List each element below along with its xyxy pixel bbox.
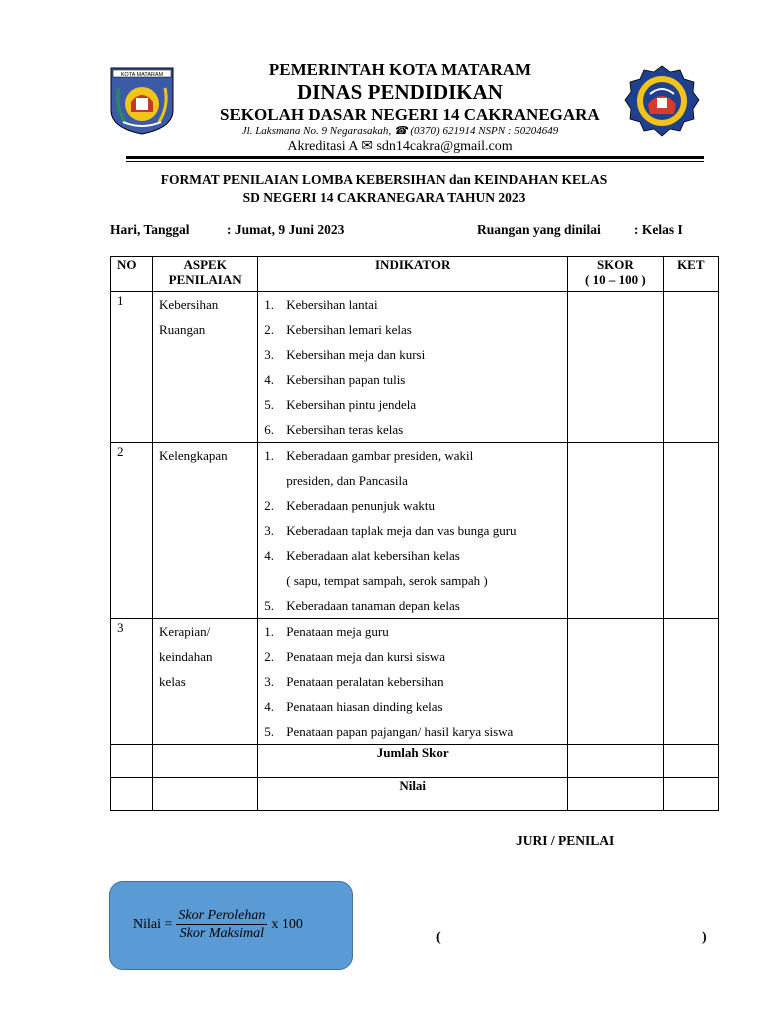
- formula-fraction: [176, 908, 267, 942]
- indicator-cell: [258, 292, 568, 443]
- table-row: [111, 292, 719, 443]
- table-row: [111, 619, 719, 745]
- formula-prefix: Nilai =: [133, 917, 173, 932]
- indicator-cell: [258, 443, 568, 619]
- juri-label: JURI / PENILAI: [516, 833, 615, 848]
- header-divider-thin: [126, 161, 704, 162]
- header-divider-thick: [126, 156, 704, 159]
- indicator-item: 1. Keberadaan gambar presiden, wakil: [264, 448, 474, 463]
- col-header-ket: KET: [663, 257, 718, 292]
- score-cell[interactable]: [568, 292, 663, 443]
- nilai-score-cell[interactable]: [568, 778, 663, 811]
- indicator-item: 4. Kebersihan papan tulis: [264, 372, 406, 387]
- note-cell[interactable]: [663, 443, 718, 619]
- room-label: Ruangan yang dinilai: [477, 222, 601, 237]
- col-header-no: NO: [111, 257, 153, 292]
- date-value: : Jumat, 9 Juni 2023: [227, 222, 345, 237]
- signature-close-paren: ): [702, 930, 707, 945]
- date-label: Hari, Tanggal: [110, 222, 190, 237]
- header-accreditation: Akreditasi A ✉ sdn14cakra@gmail.com: [287, 139, 513, 154]
- indicator-item: 2. Penataan meja dan kursi siswa: [264, 649, 446, 664]
- sum-label: Jumlah Skor: [258, 745, 568, 778]
- header-school: SEKOLAH DASAR NEGERI 14 CAKRANEGARA: [220, 105, 600, 124]
- aspect-cell: Kebersihan Ruangan: [153, 292, 258, 443]
- indicator-item: 2. Keberadaan penunjuk waktu: [264, 498, 435, 513]
- school-emblem-logo: [624, 64, 700, 138]
- col-header-aspek: ASPEK PENILAIAN: [153, 257, 258, 292]
- table-row: [111, 443, 719, 619]
- indicator-item: 3. Kebersihan meja dan kursi: [264, 347, 426, 362]
- indicator-item: 3. Keberadaan taplak meja dan vas bunga guru: [264, 523, 517, 538]
- row-number: 1: [111, 292, 153, 443]
- col-header-indikator: INDIKATOR: [258, 257, 568, 292]
- col-header-skor: SKOR ( 10 – 100 ): [568, 257, 663, 292]
- sum-row: [111, 745, 719, 778]
- indicator-item: 2. Kebersihan lemari kelas: [264, 322, 412, 337]
- indicator-item: 5. Kebersihan pintu jendela: [264, 397, 417, 412]
- score-formula: [133, 908, 303, 942]
- score-cell[interactable]: [568, 443, 663, 619]
- indicator-item: 4. Keberadaan alat kebersihan kelas: [264, 548, 460, 563]
- document-subtitle: SD NEGERI 14 CAKRANEGARA TAHUN 2023: [242, 190, 526, 205]
- formula-suffix: x 100: [271, 917, 303, 932]
- aspect-cell: Kerapian/ keindahan kelas: [153, 619, 258, 745]
- note-cell[interactable]: [663, 619, 718, 745]
- formula-numerator: Skor Perolehan: [178, 908, 266, 923]
- indicator-item: 1. Penataan meja guru: [264, 624, 389, 639]
- indicator-item: ( sapu, tempat sampah, serok sampah ): [286, 573, 488, 588]
- note-cell[interactable]: [663, 292, 718, 443]
- room-value: : Kelas I: [634, 222, 683, 237]
- nilai-row: [111, 778, 719, 811]
- row-number: 2: [111, 443, 153, 619]
- indicator-item: 3. Penataan peralatan kebersihan: [264, 674, 444, 689]
- header-address: Jl. Laksmana No. 9 Negarasakah, ☎ (0370) 621914 NSPN : 50204649: [241, 125, 559, 137]
- signature-open-paren: (: [436, 930, 441, 945]
- header-department: DINAS PENDIDIKAN: [297, 80, 503, 104]
- svg-text:KOTA MATARAM: KOTA MATARAM: [120, 72, 164, 78]
- indicator-item: 5. Penataan papan pajangan/ hasil karya siswa: [264, 724, 514, 739]
- row-number: 3: [111, 619, 153, 745]
- sum-score-cell[interactable]: [568, 745, 663, 778]
- formula-denominator: Skor Maksimal: [179, 926, 265, 941]
- table-header-row: [111, 257, 719, 292]
- score-cell[interactable]: [568, 619, 663, 745]
- indicator-item: 1. Kebersihan lantai: [264, 297, 378, 312]
- header-government: PEMERINTAH KOTA MATARAM: [268, 60, 532, 79]
- document-title: FORMAT PENILAIAN LOMBA KEBERSIHAN dan KEINDAHAN KELAS: [160, 172, 608, 187]
- kota-mataram-logo: [109, 66, 175, 136]
- indicator-item: 4. Penataan hiasan dinding kelas: [264, 699, 443, 714]
- assessment-table: [110, 256, 719, 811]
- indicator-item: 6. Kebersihan teras kelas: [264, 422, 404, 437]
- indicator-item: presiden, dan Pancasila: [286, 473, 408, 488]
- indicator-item: 5. Keberadaan tanaman depan kelas: [264, 598, 460, 613]
- aspect-cell: Kelengkapan: [153, 443, 258, 619]
- nilai-label: Nilai: [258, 778, 568, 811]
- indicator-cell: [258, 619, 568, 745]
